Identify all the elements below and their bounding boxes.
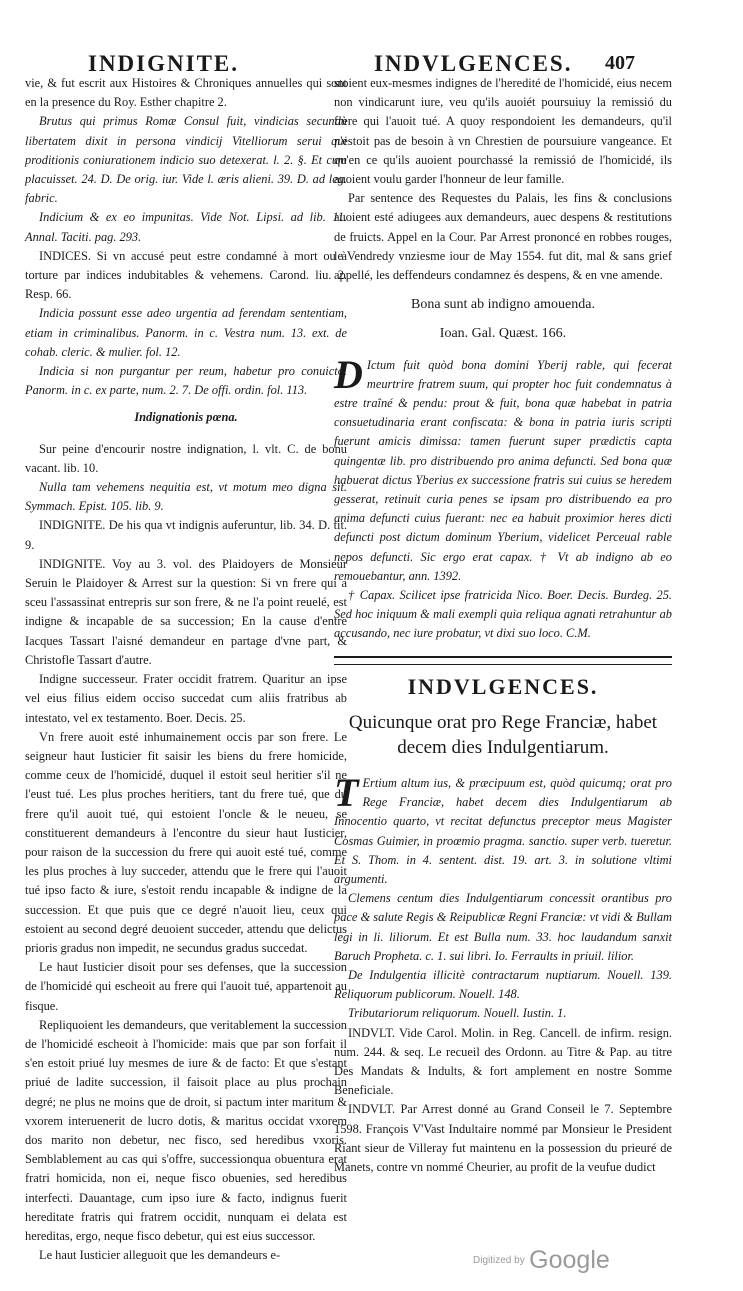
paragraph: De Indulgentia illicitè contractarum nuptiarum. Nouell. 139. Reliquorum publicorum. Nouell. 148. <box>334 967 672 1002</box>
paragraph: INDICES. Si vn accusé peut estre condamné à mort ou à torture par indices indubitables & vehemens. Carond. liu. 2. Resp. 66. <box>25 248 347 302</box>
paragraph: Tributariorum reliquorum. Nouell. Iustin. 1. <box>348 1006 567 1021</box>
paragraph <box>334 769 672 889</box>
divider <box>334 656 672 658</box>
paragraph: Repliquoient les demandeurs, que veritablement la succession de l'homicidé escheoit à l'homicide: mais que par son forfait il s'en estoit priué luy mesmes de iure & de facto: Et que s'estant priué de ladite succession, il faisoit place au plus prochain degré; ne plus ne moins que de droit, si pactum inter maritum & vxorem interuenerit de lucro dotis, & maritus occidat vxorem dos marito non debetur, nec fisco, sed heredibus vxoris. Semblablement au cas qui s'offre, successionqua obuentura erat fratri homicida, non ei, neque fisco obuenies, sed heredibus interfecti. Dauantage, cum ipso iure & facto, indignus fuerit hereditate fratris qui fratrem occidit, nunquam ei delata est hereditas, ergo, neque fisco debetur, qui est eius successor. <box>25 1017 347 1243</box>
drop-cap: D <box>334 351 363 397</box>
paragraph: stoient eux-mesmes indignes de l'heredité de l'homicidé, eius necem non vindicarunt iure, veu qu'ils auoiét poursuiuy la remissió du frere qui l'auoit tué. A quoy respondoient les demandeurs, qu'il n'estoit pas de besoin à vn Chrestien de poursuiure vangeance. Et qu'en ce qu'ils auoient pourchassé la remissió de l'homicidé, ils auoient voulu garder l'honneur de leur famille. <box>334 76 672 187</box>
paragraph: INDIGNITE. Voy au 3. vol. des Plaidoyers de Monsieur Seruin le Plaidoyer & Arrest sur la question: Si vn frere qui a sceu l'assassinat entrepris sur son frere, & ne l'a point reuelé, est indigne & incapable de sa succession; En la cause d'entre Iacques Tassart l'aisné demandeur en partage d'vne part, & Christofle Tassart d'autre. <box>25 556 347 667</box>
digitized-watermark <box>473 1246 610 1275</box>
paragraph: Indicium & ex eo impunitas. Vide Not. Lipsi. ad lib. 11. Annal. Taciti. pag. 293. <box>25 210 347 244</box>
divider <box>334 664 672 665</box>
subheading: Indignationis pœna. <box>134 410 238 425</box>
paragraph: Clemens centum dies Indulgentiarum concessit orantibus pro pace & salute Regis & Reipublicæ Regni Franciæ: vt vidi & Bullam legi in li. liliorum. Et est Bulla num. 33. hoc laudandum sanxit Baruch Propheta. c. 1. sui libri. Io. Ferraults in priuil. lilior. <box>334 891 672 963</box>
digitized-by-label: Digitized by <box>473 1255 525 1266</box>
left-running-head: INDIGNITE. <box>88 51 240 76</box>
paragraph: Sur peine d'encourir nostre indignation, l. vlt. C. de bonu vacant. lib. 10. <box>25 441 347 475</box>
page-number: 407 <box>605 52 635 74</box>
paragraph: Nulla tam vehemens nequitia est, vt motum meo digna sit. Symmach. Epist. 105. lib. 9. <box>25 480 347 514</box>
section-subtitle: Quicunque orat pro Rege Franciæ, habet decem dies Indulgentiarum. <box>348 711 658 758</box>
paragraph: INDIGNITE. De his qua vt indignis auferuntur, lib. 34. D. tit. 9. <box>25 518 347 552</box>
paragraph: Indicia si non purgantur per reum, habetur pro conuicto. Panorm. in c. ex parte, num. 2. 7. De offi. ordin. fol. 113. <box>25 364 347 398</box>
paragraph: INDVLT. Vide Carol. Molin. in Reg. Cancell. de infirm. resign. num. 244. & seq. Le recueil des Ordonn. au Titre & Pap. au titre Des Mandats & Indults, & fort amplement en nostre Somme Beneficiale. <box>334 1025 672 1098</box>
paragraph: Indigne successeur. Frater occidit fratrem. Quaritur an ipse vel eius filius eidem occiso succedat cum aliis fratribus ab intestato, vel ex testamento. Boer. Decis. 25. <box>25 672 347 725</box>
paragraph <box>334 351 672 586</box>
paragraph: Par sentence des Requestes du Palais, les fins & conclusions auoient esté adiugees aux demandeurs, auec despens & restitutions de fruicts. Appel en la Cour. Par Arrest prononcé en robbes rouges, le Vendredy vnziesme iour de May 1554. fut dit, mal & sans grief appellé, les deffendeurs condamnez és despens, & en vne amende. <box>334 191 672 283</box>
paragraph-text: Ictum fuit quòd bona domini Yberij rable, qui fecerat meurtrire fratrem suum, qui propter hoc fuit condemnatus à estre traîné & pendu: prout & fuit, bona quæ habebat in patria consuetudinaria erant confiscata: & bona in patria iuris scripti fuerunt amicis dimissa: tamen fuerunt super prædictis capta quingentæ lib. pro distribuendo pro anima defuncti. Sed bona quæ habuerat dictus Yberius ex successione fratris sui cuius se heredem gesserat, retinuit curia penes se ipsam pro distribuendo ea pro anima defuncti cuius fuerant: nec ea habuit proximior heres dicti defuncti post dictum dominum Yberium, videlicet Perceual rable nepos defuncti. Sic ergo erat capax. † Vt ab indigno ab eo remouebantur, ann. 1392. <box>334 357 672 583</box>
section-heading: Bona sunt ab indigno amouenda. <box>411 297 595 313</box>
paragraph-text: Ertium altum ius, & præcipuum est, quòd quicumq; orat pro Rege Franciæ, habet decem dies Indulgentiarum ab Innocentio quarto, vt recitat defunctus preceptor meus Magister Cosmas Guimier, in proœmio pragma. sanctio. super verb. tueretur. Et S. Thom. in 4. sentent. dist. 19. art. 3. in solutione vltimi argumenti. <box>334 775 672 886</box>
paragraph: Le haut Iusticier alleguoit que les demandeurs e- <box>39 1248 281 1263</box>
paragraph: Vn frere auoit esté inhumainement occis par son frere. Le seigneur haut Iusticier fit saisir les biens du frere homicide, comme ceux de l'homicidé, duquel il estoit seul heritier s'il ne l'eust tué. Les plus proches heritiers, tant du frere tué, que du frere qu'il auoit tué, qui estoient l'oncle & le neueu, se constituerent demandeurs à l'encontre du sieur haut Iusticier, pour raison de la succession du frere qui auoit esté tué, comme les plus proches à luy succeder, attendu que le frere qui l'auoit tué ipso facto & iure, s'estoit rendu incapable & indigne de la succession. Et que puis que ce degré n'auoit lieu, ceux qui estoient au second degré deuoient succeder, attendu que delictus prioris gradus non impedit, ne secundus gradus succedat. <box>25 729 347 955</box>
paragraph: Le haut Iusticier disoit pour ses defenses, que la succession de l'homicidé qui escheoit au frere qui l'auoit tué, appartenoit au fisque. <box>25 960 347 1013</box>
paragraph: vie, & fut escrit aux Histoires & Chroniques annuelles qui sont en la presence du Roy. Esther chapitre 2. <box>25 76 347 110</box>
paragraph: INDVLT. Par Arrest donné au Grand Conseil le 7. Septembre 1598. François V'Vast Indultaire nommé par Monsieur le President Riant sieur de Villeray fut maintenu en la possession du prieuré de Manets, contre vn nommé Cheurier, au profit de la veufue dudict <box>334 1102 672 1174</box>
right-running-head: INDVLGENCES. <box>374 51 573 76</box>
drop-cap: T <box>334 769 359 815</box>
paragraph: Brutus qui primus Romæ Consul fuit, vindicias secundù libertatem dixit in persona vindicij Vitelliorum serui qui proditionis coniurationem indicio suo detexerat. l. 2. §. Et cum placuisset. 24. D. De orig. iur. Vide l. æris alieni. 39. D. ad leg. fabric. <box>25 114 347 206</box>
google-logo: Google <box>529 1246 610 1274</box>
section-title: INDVLGENCES. <box>407 673 599 699</box>
citation: Ioan. Gal. Quæst. 166. <box>439 326 567 342</box>
right-column <box>334 74 672 1177</box>
paragraph: Indicia possunt esse adeo urgentia ad ferendam sententiam, etiam in criminalibus. Panorm. in c. Vestra num. 13. ext. de cohab. cleric. & mulier. fol. 12. <box>25 306 347 359</box>
left-column <box>25 74 347 1265</box>
paragraph: † Capax. Scilicet ipse fratricida Nico. Boer. Decis. Burdeg. 25. Sed hoc iniquum & mali exempli quia reliqua agnati retrahuntur ab accusando, nec iure probatur, vt dixi suo loco. C.M. <box>334 588 672 641</box>
